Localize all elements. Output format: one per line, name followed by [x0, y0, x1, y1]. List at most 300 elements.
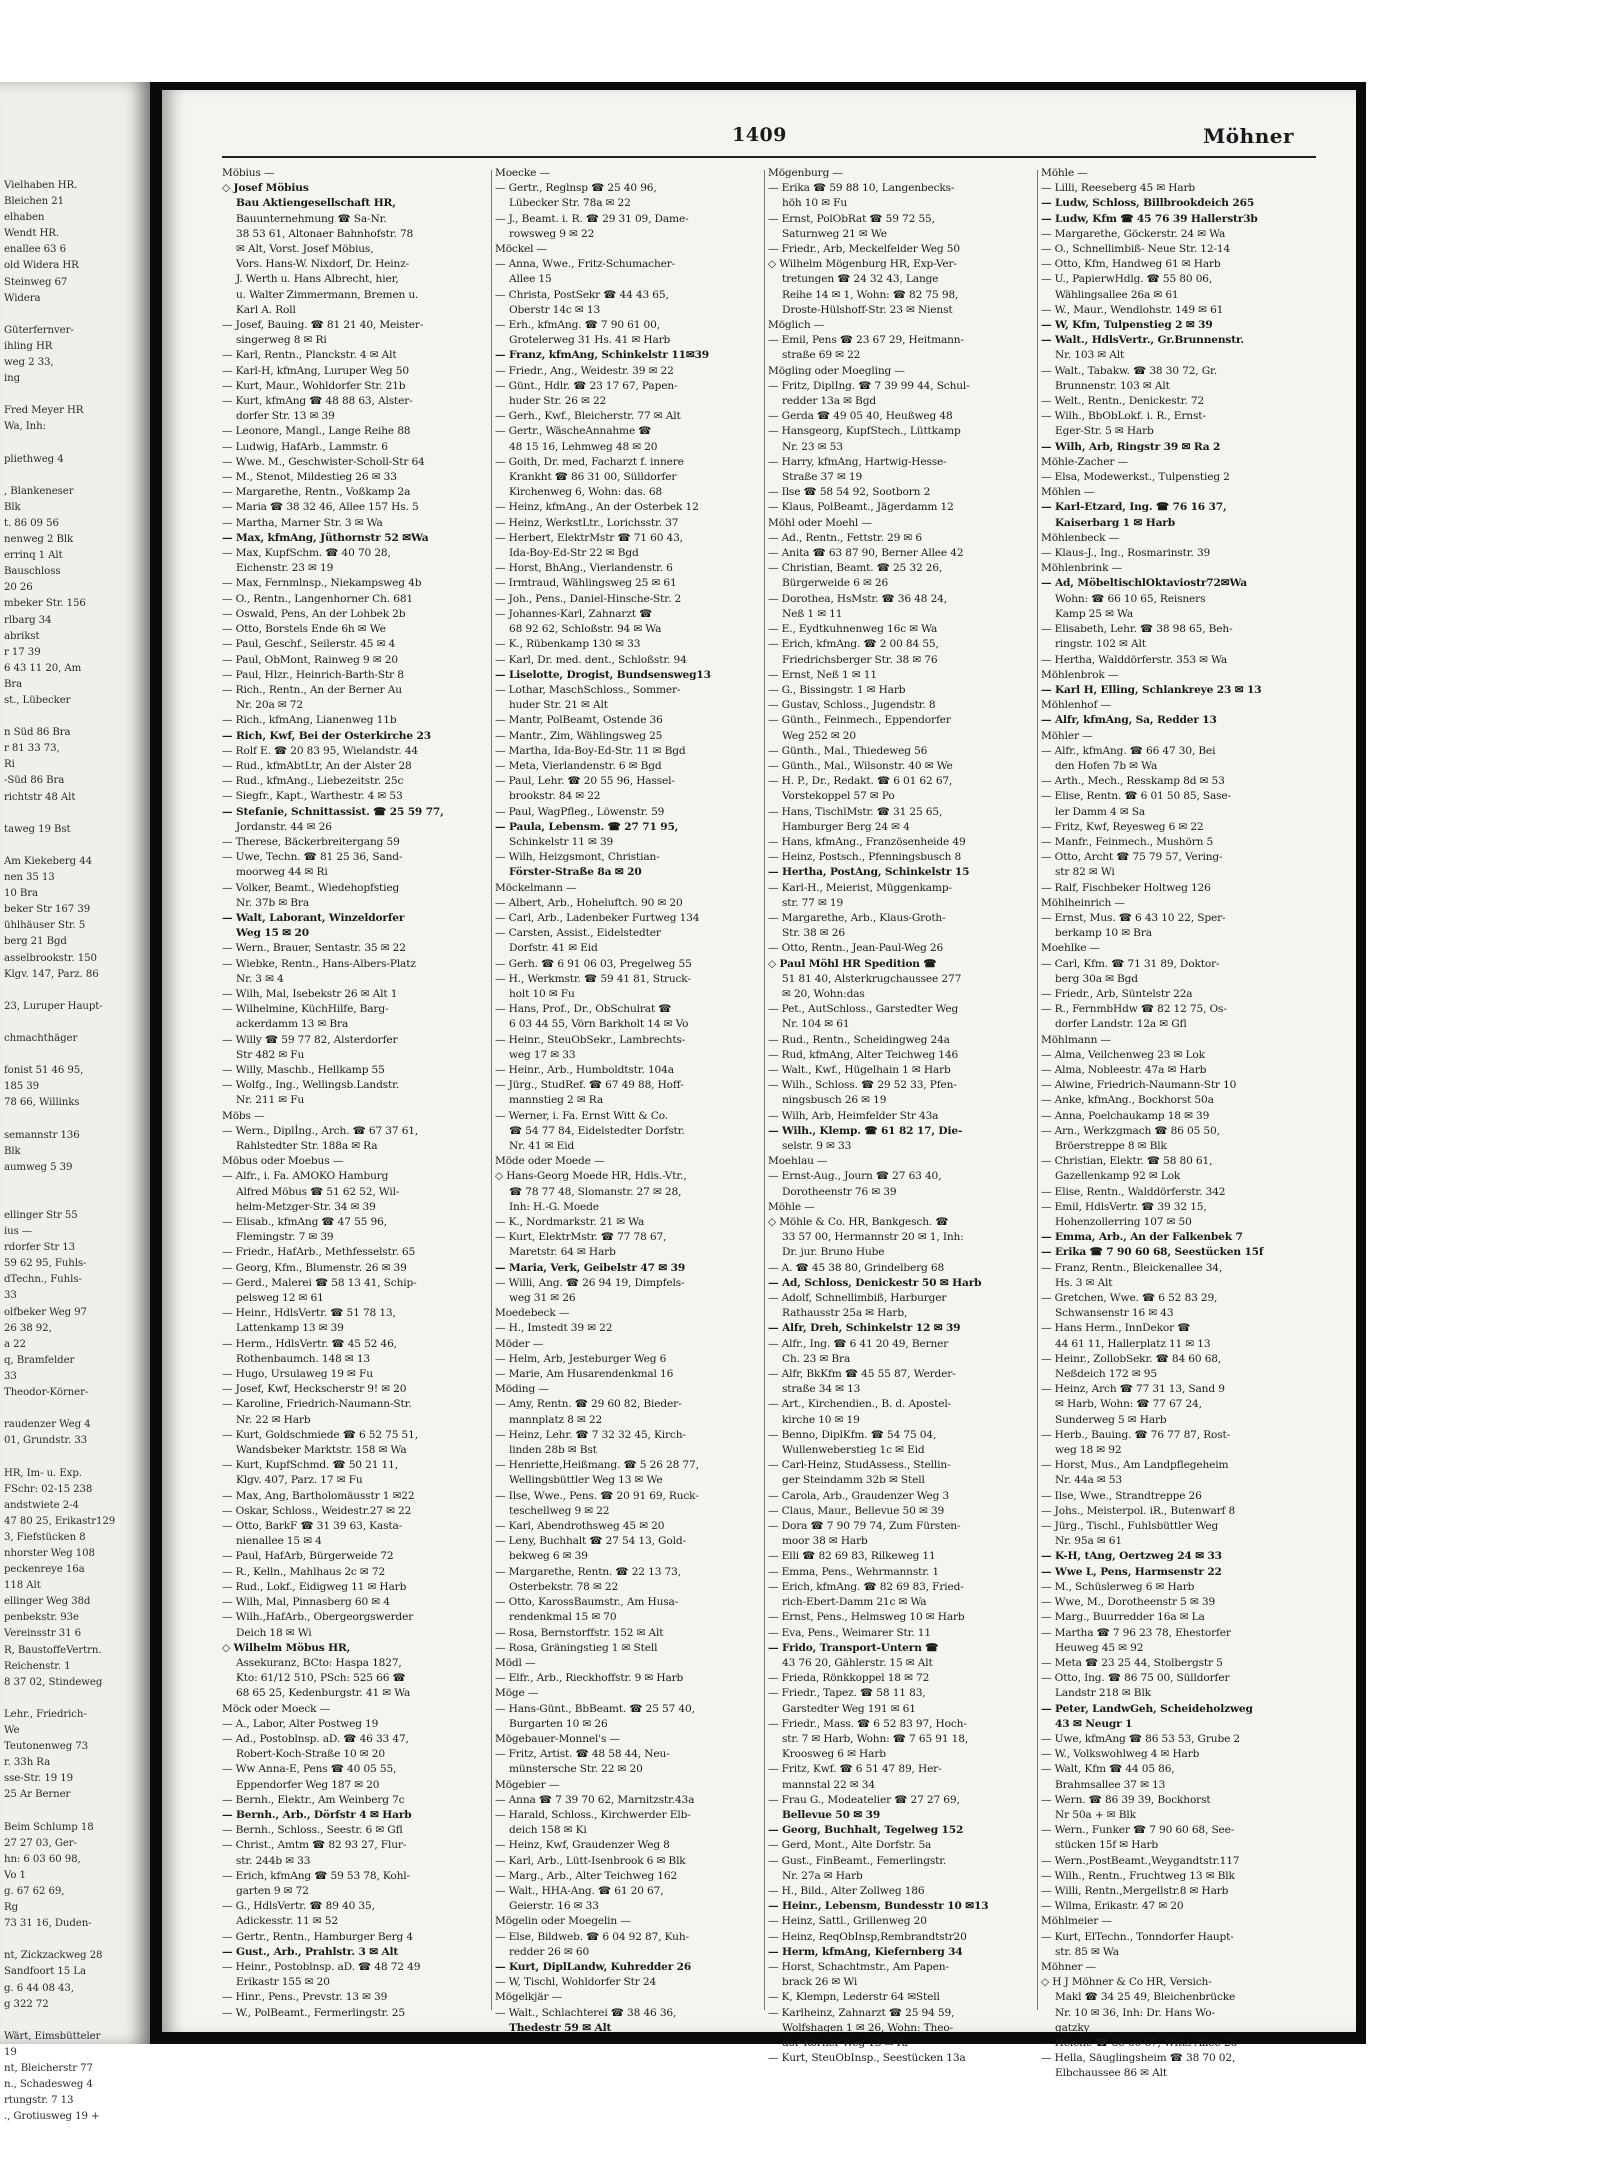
entry-continuation: rich-Ebert-Damm 21c ✉ Wa: [782, 1596, 927, 1609]
directory-entry: — R., Kelln., Mahlhaus 2c ✉ 72: [222, 1565, 386, 1578]
directory-entry: — Alfr., kfmAng. ☎ 66 47 30, Bei: [1041, 744, 1216, 757]
surname-heading: Mögelin oder Moegelin —: [495, 1915, 631, 1928]
left-page-fragment: 8 37 02, Stindeweg: [4, 1676, 103, 1688]
left-page-fragment: [4, 1932, 150, 1948]
directory-entry: — Erich, kfmAng. ☎ 2 00 84 55,: [768, 638, 939, 651]
entry-continuation: Nr. 37b ✉ Bra: [236, 896, 309, 909]
directory-entry: — Wilh, Heizgsmont, Christian-: [495, 851, 660, 864]
entry-continuation: Dorotheenstr 76 ✉ 39: [782, 1185, 897, 1198]
directory-entry: — Paul, ObMont, Rainweg 9 ✉ 20: [222, 653, 398, 666]
directory-entry: — Paul, Hlzr., Heinrich-Barth-Str 8: [222, 668, 404, 681]
directory-entry: — Arn., Werkzgmach ☎ 86 05 50,: [1041, 1124, 1220, 1137]
surname-heading: Möhl oder Moehl —: [768, 516, 872, 529]
directory-entry: — Bernh., Elektr., Am Weinberg 7c: [222, 1793, 405, 1806]
directory-entry: — Frido, Transport-Untern ☎: [768, 1641, 939, 1654]
directory-entry: — Franz, Rentn., Bleickenallee 34,: [1041, 1261, 1223, 1274]
directory-entry: — Wilh., Rentn., Fruchtweg 13 ✉ Blk: [1041, 1869, 1235, 1882]
directory-entry: — G., HdlsVertr. ☎ 89 40 35,: [222, 1900, 375, 1913]
directory-entry: — Ilse ☎ 58 54 92, Sootborn 2: [768, 486, 931, 499]
entry-continuation: Krankht ☎ 86 31 00, Sülldorfer: [509, 471, 677, 484]
directory-entry: — Marie, Am Husarendenkmal 16: [495, 1368, 674, 1381]
directory-entry: — O., Schnellimbiß- Neue Str. 12-14: [1041, 243, 1231, 256]
directory-entry: — Walt., Tabakw. ☎ 38 30 72, Gr.: [1041, 364, 1218, 377]
left-page-fragment: 59 62 95, Fuhls-: [4, 1258, 87, 1270]
entry-continuation: weg 18 ✉ 92: [1055, 1444, 1122, 1457]
directory-entry: — Erh., kfmAng. ☎ 7 90 61 00,: [495, 319, 660, 332]
directory-entry: — Wern., Brauer, Sentastr. 35 ✉ 22: [222, 942, 406, 955]
directory-entry: — Karl-H., Meierist, Müggenkamp-: [768, 881, 952, 894]
entry-continuation: Klgv. 407, Parz. 17 ✉ Fu: [236, 1474, 363, 1487]
directory-entry: — W, Kfm, Tulpenstieg 2 ✉ 39: [1041, 319, 1213, 332]
left-page-fragment: hn: 6 03 60 98,: [4, 1853, 81, 1865]
directory-entry: — Walt., HHA-Ang. ☎ 61 20 67,: [495, 1884, 664, 1897]
left-page-fragment: taweg 19 Bst: [4, 823, 71, 835]
entry-continuation: Rathausstr 25a ✉ Harb,: [782, 1307, 908, 1320]
directory-entry: — Carl, Arb., Ladenbeker Furtweg 134: [495, 911, 700, 924]
left-page-fragment: [4, 1401, 150, 1417]
entry-continuation: Ida-Boy-Ed-Str 22 ✉ Bgd: [509, 547, 639, 560]
directory-entry: — Werner, i. Fa. Ernst Witt & Co.: [495, 1109, 669, 1122]
left-page-fragment: peckenreye 16a: [4, 1564, 85, 1576]
surname-heading: Möckelmann —: [495, 881, 577, 894]
left-page-edge: [0, 82, 150, 2123]
directory-entry: — Henriette,Heißmang. ☎ 5 26 28 77,: [495, 1459, 699, 1472]
directory-entry: — Margarethe, Rentn. ☎ 22 13 73,: [495, 1565, 681, 1578]
left-page-fragment: Wa, Inh:: [4, 421, 46, 433]
left-page-fragment: Vielhaben HR.: [4, 180, 78, 191]
directory-entry: — Otto, Archt ☎ 75 79 57, Vering-: [1041, 851, 1223, 864]
entry-continuation: Eppendorfer Weg 187 ✉ 20: [236, 1778, 380, 1791]
entry-continuation: ler Damm 4 ✉ Sa: [1055, 805, 1146, 818]
left-page-fragment: rdorfer Str 13: [4, 1242, 76, 1254]
left-page-fragment: enallee 63 6: [4, 244, 66, 256]
directory-entry: — Alma, Veilchenweg 23 ✉ Lok: [1041, 1048, 1205, 1061]
directory-entry: — Ad., Postoblnsp. aD. ☎ 46 33 47,: [222, 1732, 409, 1745]
directory-entry: — Friedr., Mass. ☎ 6 52 83 97, Hoch-: [768, 1717, 967, 1730]
left-page-fragment: Güterfernver-: [4, 324, 74, 336]
entry-continuation: Nr. 104 ✉ 61: [782, 1018, 850, 1031]
directory-entry: — Kurt, SteuObInsp., Seestücken 13a: [768, 2052, 966, 2065]
directory-entry: — Emma, Arb., An der Falkenbek 7: [1041, 1231, 1243, 1244]
left-page-fragment: We: [4, 1725, 20, 1736]
directory-entry: — Walt., HdlsVertr., Gr.Brunnenstr.: [1041, 334, 1244, 347]
directory-entry: — Max, Fernmlnsp., Niekampsweg 4b: [222, 577, 422, 590]
entry-continuation: holt 10 ✉ Fu: [509, 987, 575, 1000]
entry-continuation: brookstr. 84 ✉ 22: [509, 790, 601, 803]
directory-entry: — Alfr., i. Fa. AMOKO Hamburg: [222, 1170, 389, 1183]
entry-continuation: 38 53 61, Altonaer Bahnhofstr. 78: [236, 227, 414, 240]
left-page-fragment: 6 43 11 20, Am: [4, 662, 82, 674]
directory-entry: — W., Volkswohlweg 4 ✉ Harb: [1041, 1748, 1200, 1761]
left-page-fragment: Beim Schlump 18: [4, 1821, 94, 1833]
entry-continuation: Kroosweg 6 ✉ Harb: [782, 1748, 886, 1761]
directory-entry: — Wwe. M., Geschwister-Scholl-Str 64: [222, 455, 425, 468]
directory-entry: — Anke, kfmAng., Bockhorst 50a: [1041, 1094, 1214, 1107]
entry-continuation: huder Str. 21 ✉ Alt: [509, 699, 608, 712]
left-page-fragment: q, Bramfelder: [4, 1354, 75, 1366]
directory-entry: — Wilh, Mal, Isebekstr 26 ✉ Alt 1: [222, 987, 398, 1000]
directory-entry: — Manfr., Feinmech., Mushörn 5: [1041, 835, 1214, 848]
surname-heading: Möhlenbeck —: [1041, 531, 1120, 544]
left-page-fragment: r. 33h Ra: [4, 1757, 51, 1769]
entry-continuation: höh 10 ✉ Fu: [782, 197, 848, 210]
directory-entry: — Karl, Arb., Lütt-Isenbrook 6 ✉ Blk: [495, 1854, 686, 1867]
entry-continuation: Friedrichsberger Str. 38 ✉ 76: [782, 653, 938, 666]
entry-continuation: Straße 37 ✉ 19: [782, 471, 863, 484]
entry-continuation: Flemingstr. 7 ✉ 39: [236, 1231, 334, 1244]
directory-entry: — Benno, DiplKfm. ☎ 54 75 04,: [768, 1428, 937, 1441]
directory-entry: — Margarethe, Arb., Klaus-Groth-: [768, 911, 946, 924]
left-page-fragment: raudenzer Weg 4: [4, 1419, 91, 1431]
page-number: 1409: [732, 124, 787, 146]
entry-continuation: str 82 ✉ Wi: [1055, 866, 1115, 879]
entry-continuation: Heuweg 45 ✉ 92: [1055, 1641, 1144, 1654]
entry-continuation: kirche 10 ✉ 19: [782, 1413, 860, 1426]
directory-entry: — U., PapierwHdlg. ☎ 55 80 06,: [1041, 273, 1213, 286]
left-page-fragment: , Blankeneser: [4, 485, 74, 497]
directory-entry: — Wiebke, Rentn., Hans-Albers-Platz: [222, 957, 416, 970]
entry-continuation: Allee 15: [509, 273, 552, 286]
directory-entry: — Walt., Schlachterei ☎ 38 46 36,: [495, 2006, 677, 2019]
directory-entry: — Hertha, Walddörferstr. 353 ✉ Wa: [1041, 653, 1228, 666]
left-page-fragment: Vereinsstr 31 6: [4, 1628, 82, 1640]
directory-entry: — Ad, MöbeltischlOktaviostr72✉Wa: [1041, 577, 1247, 590]
directory-entry: — Heinr., Lebensm, Bundesstr 10 ✉13: [768, 1900, 989, 1913]
directory-entry: — Walt., Kwf., Hügelhain 1 ✉ Harb: [768, 1063, 951, 1076]
directory-entry: — Gust., Arb., Prahlstr. 3 ✉ Alt: [222, 1945, 399, 1958]
left-page-fragment: g 322 72: [4, 1998, 49, 2010]
entry-continuation: Nr. 23 ✉ 53: [782, 440, 843, 453]
entry-continuation: Adickesstr. 11 ✉ 52: [236, 1915, 338, 1928]
entry-continuation: rendenkmal 15 ✉ 70: [509, 1611, 617, 1624]
entry-continuation: Osterbekstr. 78 ✉ 22: [509, 1580, 619, 1593]
directory-entry: — Volker, Beamt., Wiedehopfstieg: [222, 881, 400, 894]
directory-entry: ◇ Wilhelm Mögenburg HR, Exp-Ver-: [768, 258, 957, 271]
entry-continuation: str. 77 ✉ 19: [782, 896, 844, 909]
left-page-fragment: ., Grotiusweg 19 +: [4, 2111, 100, 2123]
directory-entry: — Erika ☎ 7 90 60 68, Seestücken 15f: [1041, 1246, 1264, 1259]
surname-heading: Möhlmann —: [1041, 1033, 1111, 1046]
entry-continuation: Thedestr 59 ✉ Alt: [509, 2021, 612, 2034]
directory-entry: — Willi, Rentn.,Mergellstr.8 ✉ Harb: [1041, 1884, 1229, 1897]
entry-continuation: Kto: 61/12 510, PSch: 525 66 ☎: [236, 1672, 406, 1685]
directory-entry: — Ilse, Wwe., Pens. ☎ 20 91 69, Ruck-: [495, 1489, 699, 1502]
entry-continuation: Ch. 23 ✉ Bra: [782, 1352, 851, 1365]
directory-entry: — W, Tischl, Wohldorfer Str 24: [495, 1976, 657, 1989]
surname-heading: Möbus oder Moebus —: [222, 1155, 344, 1168]
entry-continuation: straße 34 ✉ 13: [782, 1383, 861, 1396]
entry-continuation: ✉ Harb, Wohn: ☎ 77 67 24,: [1055, 1398, 1202, 1411]
entry-continuation: mannstal 22 ✉ 34: [782, 1778, 875, 1791]
directory-entry: — Oswald, Pens, An der Lohbek 2b: [222, 607, 406, 620]
left-page-fragment: old Widera HR: [4, 260, 79, 272]
directory-entry: — Otto, KarossBaumstr., Am Husa-: [495, 1596, 679, 1609]
left-page-fragment: nen 35 13: [4, 872, 55, 884]
directory-entry: — Alfr, Dreh, Schinkelstr 12 ✉ 39: [768, 1322, 961, 1335]
left-page-fragment: ühlhäuser Str. 5: [4, 920, 86, 932]
directory-entry: — Jürg., Tischl., Fuhlsbüttler Weg: [1041, 1520, 1219, 1533]
directory-entry: — Johs., Meisterpol. iR., Butenwarf 8: [1041, 1504, 1236, 1517]
directory-entry: — Karl, Rentn., Planckstr. 4 ✉ Alt: [222, 349, 397, 362]
entry-continuation: Hohenzollerring 107 ✉ 50: [1055, 1216, 1192, 1229]
directory-entry: ◇ Hans-Georg Moede HR, Hdls.-Vtr.,: [495, 1170, 687, 1183]
directory-entry: — Peter, LandwGeh, Scheideholzweg: [1041, 1702, 1253, 1715]
entry-continuation: ✉ 20, Wohn:das: [782, 987, 865, 1000]
directory-entry: — Alfr., Ing. ☎ 6 41 20 49, Berner: [768, 1337, 949, 1350]
left-page-fragment: Theodor-Körner-: [4, 1387, 89, 1399]
left-page-fragment: -Süd 86 Bra: [4, 775, 65, 787]
directory-entry: — Alwine, Friedrich-Naumann-Str 10: [1041, 1079, 1237, 1092]
directory-entry: — Arth., Mech., Resskamp 8d ✉ 53: [1041, 775, 1225, 788]
directory-entry: — Georg, Kfm., Blumenstr. 26 ✉ 39: [222, 1261, 407, 1274]
entry-continuation: 48 15 16, Lehmweg 48 ✉ 20: [509, 440, 658, 453]
directory-entry: — Kurt, Maur., Wohldorfer Str. 21b: [222, 379, 406, 392]
directory-entry: — Art., Kirchendien., B. d. Apostel-: [768, 1398, 951, 1411]
directory-entry: — Wilh., Schloss. ☎ 29 52 33, Pfen-: [768, 1079, 957, 1092]
left-page-fragment: 33: [4, 1290, 17, 1302]
directory-page: [162, 90, 1356, 2080]
directory-entry: — Herb., Bauing. ☎ 76 77 87, Rost-: [1041, 1428, 1231, 1441]
directory-entry: — H., Imstedt 39 ✉ 22: [495, 1322, 613, 1335]
entry-continuation: Weg 15 ✉ 20: [236, 927, 309, 940]
directory-entry: — Friedr., Tapez. ☎ 58 11 83,: [768, 1687, 926, 1700]
directory-entry: — Lothar, MaschSchloss., Sommer-: [495, 683, 681, 696]
directory-entry: — Hans, kfmAng., Französenheide 49: [768, 835, 966, 848]
left-page-fragment: 20 26: [4, 582, 33, 594]
directory-entry: — Christian, Elektr. ☎ 58 80 61,: [1041, 1155, 1213, 1168]
left-page-fragment: [4, 468, 150, 484]
directory-entry: — Rud., Lokf., Eidigweg 11 ✉ Harb: [222, 1580, 407, 1593]
left-page-fragment: [4, 838, 150, 854]
left-page-fragment: 01, Grundstr. 33: [4, 1435, 88, 1447]
directory-entry: — Marg., Buurredder 16a ✉ La: [1041, 1611, 1205, 1624]
directory-entry: — Wilh., Klemp. ☎ 61 82 17, Die-: [768, 1124, 963, 1137]
entry-continuation: helm-Metzger-Str. 34 ✉ 39: [236, 1200, 376, 1213]
directory-entry: — Otto, Rentn., Jean-Paul-Weg 26: [768, 942, 944, 955]
directory-entry: — Heinz, Postsch., Pfenningsbusch 8: [768, 851, 962, 864]
directory-entry: — Fritz, Kwf. ☎ 6 51 47 89, Her-: [768, 1763, 942, 1776]
left-page-fragment: 33: [4, 1370, 17, 1382]
left-page-fragment: nenweg 2 Blk: [4, 534, 74, 546]
left-page-fragment: weg 2 33,: [4, 357, 54, 369]
left-page-fragment: Bleichen 21: [4, 196, 64, 208]
directory-entry: — Ww Anna-E, Pens ☎ 40 05 55,: [222, 1763, 397, 1776]
entry-continuation: Nr. 44a ✉ 53: [1055, 1474, 1122, 1487]
surname-heading: Möge —: [495, 1687, 539, 1700]
entry-continuation: huder Str. 26 ✉ 22: [509, 395, 607, 408]
left-page-fragment: n Süd 86 Bra: [4, 727, 71, 739]
directory-entry: — Elli ☎ 82 69 83, Rilkeweg 11: [768, 1550, 936, 1563]
directory-entry: — Anna ☎ 7 39 70 62, Marnitzstr.43a: [495, 1793, 695, 1806]
left-page-fragment: Vo 1: [4, 1869, 26, 1881]
directory-entry: — Maria ☎ 38 32 46, Allee 157 Hs. 5: [222, 501, 419, 514]
surname-heading: Mögebauer-Monnel's —: [495, 1732, 620, 1745]
entry-continuation: linden 28b ✉ Bst: [509, 1444, 597, 1457]
directory-entry: — Wilh, Arb, Ringstr 39 ✉ Ra 2: [1041, 440, 1221, 453]
entry-continuation: den Hofen 7b ✉ Wa: [1055, 759, 1158, 772]
surname-heading: Möhlmeier —: [1041, 1915, 1112, 1928]
directory-entry: — Wilh., BbObLokf. i. R., Ernst-: [1041, 410, 1206, 423]
directory-entry: — Heinz, WerkstLtr., Lorichsstr. 37: [495, 516, 679, 529]
directory-entry: — Wwe L, Pens, Harmsenstr 22: [1041, 1565, 1222, 1578]
left-page-fragment: sse-Str. 19 19: [4, 1773, 73, 1785]
directory-entry: — Hinr., Pens., Prevstr. 13 ✉ 39: [222, 1991, 388, 2004]
entry-continuation: Nr. 3 ✉ 4: [236, 972, 284, 985]
directory-entry: — W., Maur., Wendlohstr. 149 ✉ 61: [1041, 303, 1224, 316]
column-divider: [1037, 170, 1038, 2010]
directory-entry: — Hugo, Ursulaweg 19 ✉ Fu: [222, 1368, 373, 1381]
directory-entry: — Herbert, ElektrMstr ☎ 71 60 43,: [495, 531, 683, 544]
directory-entry: — O., Rentn., Langenhorner Ch. 681: [222, 592, 413, 605]
directory-entry: — H., Bild., Alter Zollweg 186: [768, 1884, 925, 1897]
directory-entry: — Ernst, Pens., Helmsweg 10 ✉ Harb: [768, 1611, 965, 1624]
directory-entry: — Gerd., Malerei ☎ 58 13 41, Schip-: [222, 1276, 417, 1289]
directory-entry: — Margarethe, Göckerstr. 24 ✉ Wa: [1041, 227, 1226, 240]
entry-continuation: Brunnenstr. 103 ✉ Alt: [1055, 379, 1170, 392]
entry-continuation: pelsweg 12 ✉ 61: [236, 1292, 324, 1305]
surname-heading: Möhle-Zacher —: [1041, 455, 1128, 468]
directory-entry: — Klaus-J., Ing., Rosmarinstr. 39: [1041, 547, 1211, 560]
directory-entry: — Josef, Kwf, Heckscherstr 9! ✉ 20: [222, 1383, 407, 1396]
directory-entry: — Uwe, kfmAng ☎ 86 53 53, Grube 2: [1041, 1732, 1241, 1745]
directory-entry: — A. ☎ 45 38 80, Grindelberg 68: [768, 1261, 945, 1274]
directory-entry: — Hans, Prof., Dr., ObSchulrat ☎: [495, 1003, 672, 1016]
left-page-fragment: nhorster Weg 108: [4, 1547, 95, 1559]
entry-continuation: Bauunternehmung ☎ Sa-Nr.: [236, 212, 387, 225]
directory-entry: — Wilh.,HafArb., Obergeorgswerder: [222, 1611, 414, 1624]
directory-entry: — Oskar, Schloss., Weidestr.27 ✉ 22: [222, 1504, 412, 1517]
left-page-fragment: 73 31 16, Duden-: [4, 1918, 92, 1930]
directory-entry: — Hans-Günt., BbBeamt. ☎ 25 57 40,: [495, 1702, 695, 1715]
entry-continuation: weg 31 ✉ 26: [509, 1292, 576, 1305]
directory-entry: — Emil, Pens ☎ 23 67 29, Heitmann-: [768, 334, 964, 347]
entry-continuation: Geierstr. 16 ✉ 33: [509, 1900, 599, 1913]
directory-entry: — Alma, Nobleestr. 47a ✉ Harb: [1041, 1063, 1207, 1076]
left-page-fragment: berg 21 Bgd: [4, 936, 67, 948]
directory-entry: — Dorothea, HsMstr. ☎ 36 48 24,: [768, 592, 947, 605]
directory-entry: — Marg., Arb., Alter Teichweg 162: [495, 1869, 678, 1882]
left-page-fragment: [4, 2013, 150, 2029]
directory-entry: — Georg, Buchhalt, Tegelweg 152: [768, 1824, 964, 1837]
entry-continuation: ✉ Alt, Vorst. Josef Möbius,: [236, 243, 374, 256]
left-page-fragment: Wärt, Eimsbütteler: [4, 2030, 101, 2042]
entry-continuation: ringstr. 102 ✉ Alt: [1055, 638, 1146, 651]
directory-entry: — Kurt, Goldschmiede ☎ 6 52 75 51,: [222, 1428, 418, 1441]
directory-entry: — Ludw, Schloss, Billbrookdeich 265: [1041, 197, 1255, 210]
left-page-fragment: [4, 1691, 150, 1707]
entry-continuation: Schwansenstr 16 ✉ 43: [1055, 1307, 1174, 1320]
left-page-fragment: HR, Im- u. Exp.: [4, 1467, 82, 1479]
left-page-fragment: 47 80 25, Erikastr129: [4, 1515, 116, 1527]
left-page-fragment: 23, Luruper Haupt-: [4, 1000, 103, 1012]
entry-continuation: nienallee 15 ✉ 4: [236, 1535, 322, 1548]
surname-heading: Moehlau —: [768, 1155, 828, 1168]
directory-entry: — Martha, Marner Str. 3 ✉ Wa: [222, 516, 383, 529]
entry-continuation: stücken 15f ✉ Harb: [1055, 1839, 1159, 1852]
directory-entry: — Johannes-Karl, Zahnarzt ☎: [495, 607, 653, 620]
directory-entry: — Franz, kfmAng, Schinkelstr 11✉39: [495, 349, 709, 362]
left-page-fragment: [4, 436, 150, 452]
entry-continuation: bekweg 6 ✉ 39: [509, 1550, 588, 1563]
left-page-fragment: abrikst: [4, 630, 40, 642]
left-page-fragment: n., Schadesweg 4: [4, 2079, 93, 2091]
directory-entry: — Martha, Ida-Boy-Ed-Str. 11 ✉ Bgd: [495, 744, 686, 757]
directory-entry: — Hella, Säuglingsheim ☎ 38 70 02,: [1041, 2052, 1236, 2065]
entry-continuation: str. 85 ✉ Wa: [1055, 1945, 1119, 1958]
entry-continuation: 68 92 62, Schloßstr. 94 ✉ Wa: [509, 623, 662, 636]
directory-entry: — Heinz, Lehr. ☎ 7 32 32 45, Kirch-: [495, 1428, 686, 1441]
entry-continuation: singerweg 8 ✉ Ri: [236, 334, 327, 347]
directory-entry: — Adolf, Schnellimbiß, Harburger: [768, 1292, 947, 1305]
directory-entry: — Karoline, Friedrich-Naumann-Str.: [222, 1398, 412, 1411]
directory-entry: — E., Eydtkuhnenweg 16c ✉ Wa: [768, 623, 938, 636]
directory-entry: — Rud., kfmAbtLtr, An der Alster 28: [222, 759, 412, 772]
directory-entry: — H. P., Dr., Redakt. ☎ 6 01 62 67,: [768, 775, 953, 788]
left-page-fragment: Klgv. 147, Parz. 86: [4, 968, 99, 980]
directory-entry: — Else, Bildweb. ☎ 6 04 92 87, Kuh-: [495, 1930, 689, 1943]
entry-continuation: Bürgerweide 6 ✉ 26: [782, 577, 889, 590]
left-page-fragment: r 17 39: [4, 646, 41, 658]
directory-entry: — Ad, Schloss, Denickestr 50 ✉ Harb: [768, 1276, 982, 1289]
entry-continuation: Wandsbeker Marktstr. 158 ✉ Wa: [236, 1444, 407, 1457]
directory-entry: — Rud, kfmAng, Alter Teichweg 146: [768, 1048, 959, 1061]
entry-continuation: Gazellenkamp 92 ✉ Lok: [1055, 1170, 1181, 1183]
entry-continuation: Hamburger Berg 24 ✉ 4: [782, 820, 910, 833]
directory-entry: — Karl-H, kfmAng, Luruper Weg 50: [222, 364, 409, 377]
directory-entry: — Paula, Lebensm. ☎ 27 71 95,: [495, 820, 679, 833]
entry-continuation: Neß 1 ✉ 11: [782, 607, 843, 620]
left-page-fragment: r 81 33 73,: [4, 743, 60, 755]
directory-entry: — Helm, Arb, Jesteburger Weg 6: [495, 1352, 667, 1365]
surname-heading: Mögebier —: [495, 1778, 560, 1791]
surname-heading: Mögenburg —: [768, 167, 843, 179]
directory-entry: — Heinr., SteuObSekr., Lambrechts-: [495, 1033, 686, 1046]
left-page-fragment: nt, Bleicherstr 77: [4, 2062, 93, 2074]
directory-entry: — Fritz, Artist. ☎ 48 58 44, Neu-: [495, 1748, 670, 1761]
entry-continuation: Bau Aktiengesellschaft HR,: [236, 197, 396, 210]
entry-continuation: ☎ 78 77 48, Slomanstr. 27 ✉ 28,: [509, 1185, 682, 1198]
entry-continuation: Reihe 14 ✉ 1, Wohn: ☎ 82 75 98,: [782, 288, 959, 301]
left-page-fragment: Blk: [4, 1145, 21, 1157]
directory-entry: — Amy, Rentn. ☎ 29 60 82, Bieder-: [495, 1398, 682, 1411]
directory-entry: — Kurt, ElTechn., Tonndorfer Haupt-: [1041, 1930, 1234, 1943]
directory-entry: — Lilli, Reeseberg 45 ✉ Harb: [1041, 182, 1196, 195]
directory-entry: — Bernh., Schloss., Seestr. 6 ✉ Gfl: [222, 1824, 403, 1837]
directory-entry: — Heinr., HdlsVertr. ☎ 51 78 13,: [222, 1307, 396, 1320]
directory-entry: — Elsa, Modewerkst., Tulpenstieg 2: [1041, 471, 1230, 484]
directory-entry: — Günth., Feinmech., Eppendorfer: [768, 714, 951, 727]
directory-entry: — Otto, Ing. ☎ 86 75 00, Sülldorfer: [1041, 1672, 1230, 1685]
directory-entry: — M., Stenot, Mildestieg 26 ✉ 33: [222, 471, 397, 484]
directory-entry: — Paul, Geschf., Seilerstr. 45 ✉ 4: [222, 638, 396, 651]
entry-continuation: Förster-Straße 8a ✉ 20: [509, 866, 642, 879]
left-page-fragment: Ri: [4, 759, 15, 771]
directory-entry: — Irmtraud, Wählingsweg 25 ✉ 61: [495, 577, 677, 590]
directory-entry: — Anna, Poelchaukamp 18 ✉ 39: [1041, 1109, 1210, 1122]
left-page-fragment: [4, 1015, 150, 1031]
directory-entry: — Gust., FinBeamt., Femerlingstr.: [768, 1854, 947, 1867]
directory-entry: — Günth., Mal., Thiedeweg 56: [768, 744, 928, 757]
directory-entry: — Ralf, Fischbeker Holtweg 126: [1041, 881, 1211, 894]
directory-column-2: [495, 166, 763, 2034]
entry-continuation: Weg 252 ✉ 20: [782, 729, 856, 742]
directory-entry: — Wolfg., Ing., Wellingsb.Landstr.: [222, 1079, 400, 1092]
left-page-fragment: Blk: [4, 501, 21, 513]
directory-entry: ◇ Josef Möbius: [222, 182, 309, 195]
left-page-fragment: [4, 1803, 150, 1819]
entry-continuation: mannplatz 8 ✉ 22: [509, 1413, 603, 1426]
entry-continuation: moor 38 ✉ Harb: [782, 1535, 868, 1548]
